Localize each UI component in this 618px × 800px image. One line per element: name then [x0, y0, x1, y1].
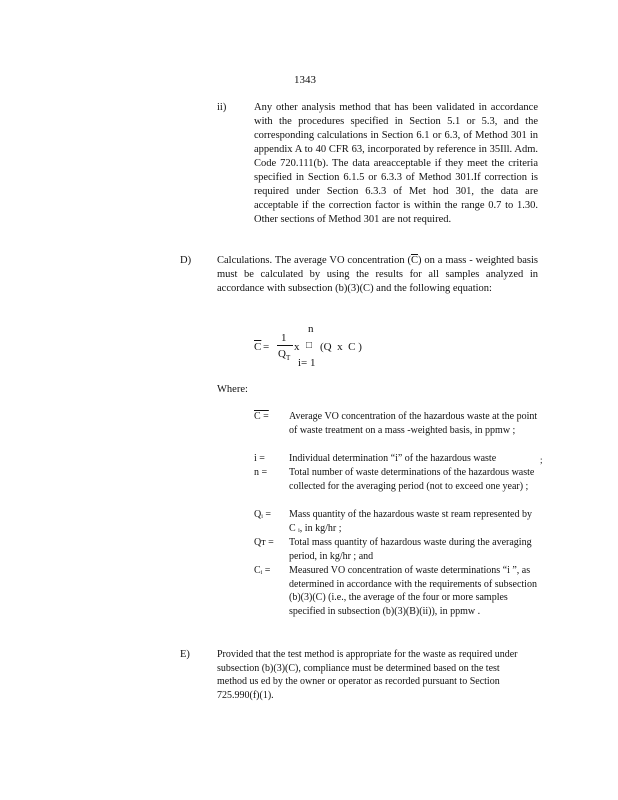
- fraction-numerator: 1: [281, 332, 287, 344]
- item-ii-text: Any other analysis method that has been validated in accordance with the procedures specified in Section 5.1 or 5.3, and the corresponding calculations in Section 6.1 or 6.3, of Method 301 in appendix A to 40 CFR 63, incorporated by reference in 35Ill. Adm. Code 720.111(b). The data areacceptable if they meet the criteria specified in Section 6.1.5 or 6.3.3 of Method 301.If correction is required under Section 6.3.3 of Met hod 301, the data are acceptable if the correction factor is within the range 0.7 to 1.30. Other sections of Method 301 are not required.: [254, 102, 538, 225]
- average-concentration-symbol: $\overline{C}$: [410, 255, 418, 266]
- definition-text: Individual determination “i” of the hazardous waste: [289, 453, 497, 464]
- item-d-text: [217, 254, 538, 296]
- definition-text: Total mass quantity of hazardous waste during the averaging period, in kg/hr ; and: [289, 537, 532, 562]
- equation-lhs: $\overline{C}$: [254, 341, 262, 353]
- page-number: 1343: [294, 74, 316, 86]
- item-d-text-before: Calculations. The average VO concentration (: [217, 255, 411, 266]
- item-ii-label: ii): [217, 102, 227, 113]
- definition-symbol: C =: [254, 411, 269, 422]
- item-d-label: D): [180, 255, 192, 266]
- sum-symbol: □: [306, 340, 313, 351]
- definition-symbol: n =: [254, 467, 268, 478]
- fraction-denominator: $Q_T$: [278, 348, 291, 363]
- item-d-text-after: ) on a mass - weighted basis must be calculated by using the results for all samples analyzed in accordance with subsection (b)(3)(C) and the following equation:: [217, 255, 538, 294]
- sum-lower-limit: i= 1: [298, 357, 316, 369]
- definition-text: Measured VO concentration of waste determinations “i ”, as determined in accordance with the requirements of subsection (b)(3)(C) (i.e., the average of the four or more samples specified in subsection (b)(3)(B)(ii)), in ppmw .: [289, 565, 537, 617]
- stray-mark: ;: [540, 455, 543, 465]
- sum-upper-limit: n: [308, 323, 314, 335]
- definition-text: Average VO concentration of the hazardous waste at the point of waste treatment on a mass -weighted basis, in ppmw ;: [289, 411, 538, 436]
- definition-symbol: Qᴛ =: [254, 537, 274, 548]
- times-sign: x: [294, 341, 300, 353]
- fraction-bar: [277, 345, 293, 346]
- equation-equals: =: [263, 341, 270, 353]
- definition-text: Mass quantity of the hazardous waste st ream represented by C ᵢ, in kg/hr ;: [289, 509, 532, 534]
- where-label: Where:: [217, 384, 248, 395]
- definition-symbol: i =: [254, 453, 265, 464]
- item-e-label: E): [180, 649, 190, 660]
- definition-text: Total number of waste determinations of the hazardous waste collected for the averaging period (not to exceed one year) ;: [289, 467, 535, 492]
- definition-symbol: Qᵢ =: [254, 509, 271, 520]
- item-e-text: Provided that the test method is appropriate for the waste as required under subsection (b)(3)(C), compliance must be determined based on the test method us ed by the owner or operator as recorded pursuant to Section 725.990(f)(1).: [217, 649, 518, 701]
- definition-symbol: Cᵢ =: [254, 565, 271, 576]
- sum-body: (Q x C ): [320, 341, 362, 353]
